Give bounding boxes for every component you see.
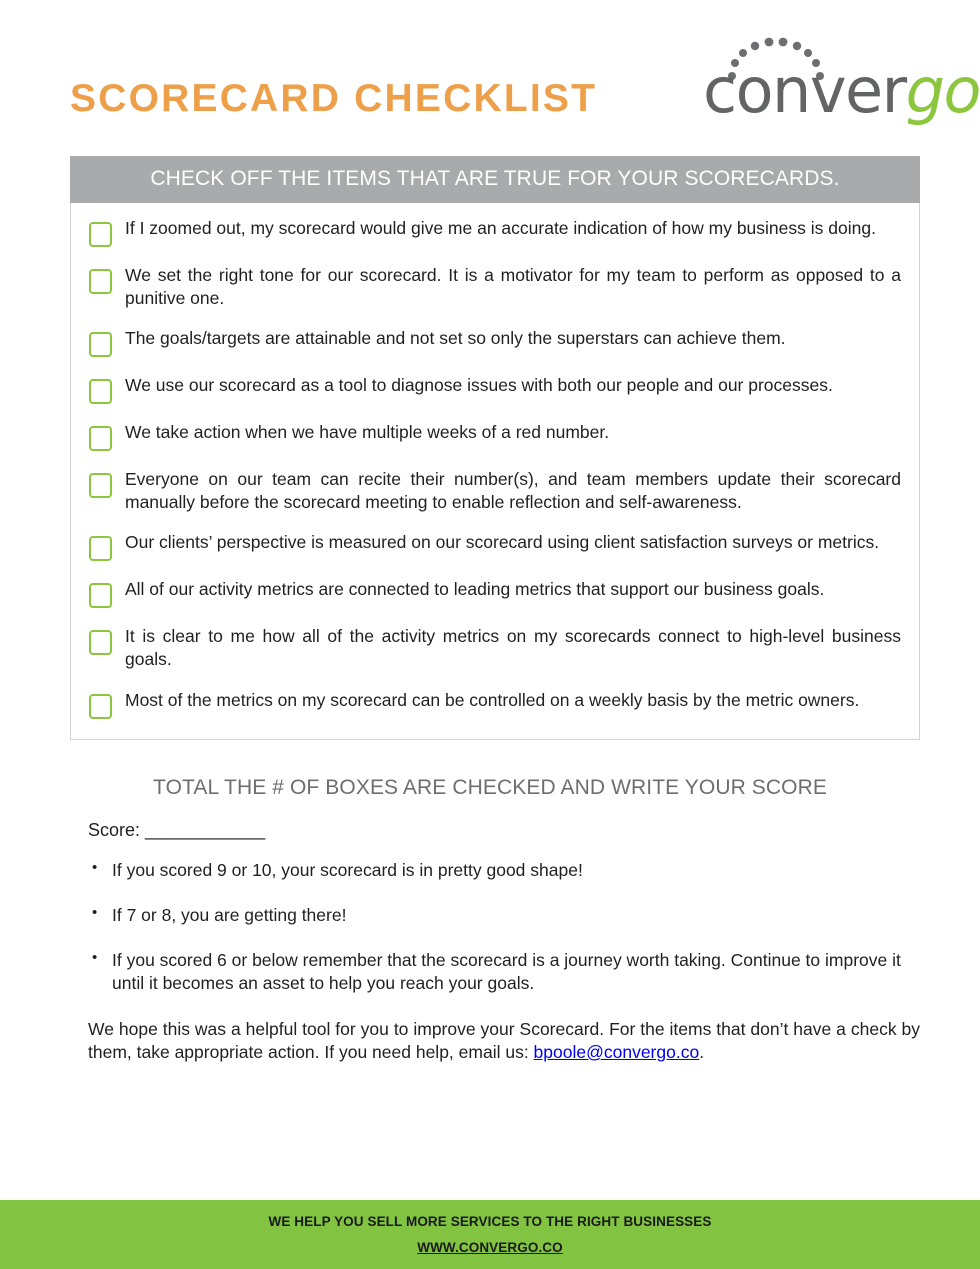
score-input-blank[interactable]: ____________: [145, 819, 266, 840]
list-item-label: Everyone on our team can recite their number(s), and team members update their scorecard manually before the scorecard meeting to enable reflection and self-awareness.: [125, 469, 901, 513]
list-item-label: The goals/targets are attainable and not set so only the superstars can achieve them.: [125, 328, 786, 349]
closing-period: .: [699, 1041, 705, 1062]
list-item-label: Most of the metrics on my scorecard can be controlled on a weekly basis by the metric owners.: [125, 689, 860, 710]
list-item[interactable]: [89, 264, 901, 310]
list-item-label: We take action when we have multiple weeks of a red number.: [125, 422, 610, 443]
closing-text: We hope this was a helpful tool for you to improve your Scorecard. For the items that don’t have a check by them, take appropriate action. If you need help, email us:: [88, 1018, 920, 1062]
score-guidance-list: [0, 859, 980, 996]
checkbox-icon[interactable]: [89, 426, 112, 451]
logo-word-accent: go: [905, 54, 980, 127]
list-item[interactable]: [89, 421, 901, 451]
list-item: • If you scored 9 or 10, your scorecard is in pretty good shape!: [112, 859, 920, 882]
checkbox-icon[interactable]: [89, 536, 112, 561]
support-email-link[interactable]: bpoole@convergo.co: [533, 1041, 700, 1062]
list-item[interactable]: [89, 374, 901, 404]
list-item-label: Our clients’ perspective is measured on our scorecard using client satisfaction surveys or metrics.: [125, 532, 880, 553]
score-label: Score:: [88, 819, 141, 840]
list-item[interactable]: [89, 531, 901, 561]
score-field-row: [88, 820, 980, 841]
logo-word-primary: conver: [703, 54, 906, 127]
checklist-body: [71, 203, 919, 739]
checkbox-icon[interactable]: [89, 379, 112, 404]
checkbox-icon[interactable]: [89, 630, 112, 655]
checkbox-icon[interactable]: [89, 222, 112, 247]
checklist-instruction-bar: CHECK OFF THE ITEMS THAT ARE TRUE FOR YOUR SCORECARDS.: [70, 156, 920, 203]
list-item[interactable]: [89, 468, 901, 514]
checklist-container: [70, 156, 920, 740]
total-instruction-heading: TOTAL THE # OF BOXES ARE CHECKED AND WRITE YOUR SCORE: [153, 775, 827, 799]
list-item-label: We set the right tone for our scorecard. It is a motivator for my team to perform as opposed to a punitive one.: [125, 265, 901, 309]
checkbox-icon[interactable]: [89, 694, 112, 719]
list-item[interactable]: [89, 625, 901, 671]
page-title: SCORECARD CHECKLIST: [70, 77, 598, 120]
list-item-label: All of our activity metrics are connected to leading metrics that support our business goals.: [125, 579, 825, 600]
logo-wordmark: [703, 54, 980, 127]
footer-website-link[interactable]: WWW.CONVERGO.CO: [417, 1240, 563, 1255]
list-item-label: It is clear to me how all of the activity metrics on my scorecards connect to high-level business goals.: [125, 626, 901, 670]
list-item[interactable]: [89, 217, 901, 247]
list-item[interactable]: [89, 327, 901, 357]
checkbox-icon[interactable]: [89, 583, 112, 608]
convergo-logo: [703, 34, 980, 140]
checkbox-icon[interactable]: [89, 269, 112, 294]
list-item[interactable]: [89, 578, 901, 608]
list-item[interactable]: [89, 689, 901, 719]
page-footer: [0, 1200, 980, 1269]
footer-tagline: WE HELP YOU SELL MORE SERVICES TO THE RIGHT BUSINESSES: [268, 1214, 712, 1229]
page-header: [0, 0, 980, 140]
checkbox-icon[interactable]: [89, 473, 112, 498]
list-item-label: If I zoomed out, my scorecard would give me an accurate indication of how my business is doing.: [125, 218, 876, 238]
list-item-label: We use our scorecard as a tool to diagnose issues with both our people and our processes.: [125, 375, 833, 396]
checkbox-icon[interactable]: [89, 332, 112, 357]
list-item: • If 7 or 8, you are getting there!: [112, 904, 920, 927]
closing-paragraph: [88, 1018, 920, 1065]
list-item: • If you scored 6 or below remember that the scorecard is a journey worth taking. Continue to improve it until it becomes an asset to help you reach your goals.: [112, 949, 920, 996]
